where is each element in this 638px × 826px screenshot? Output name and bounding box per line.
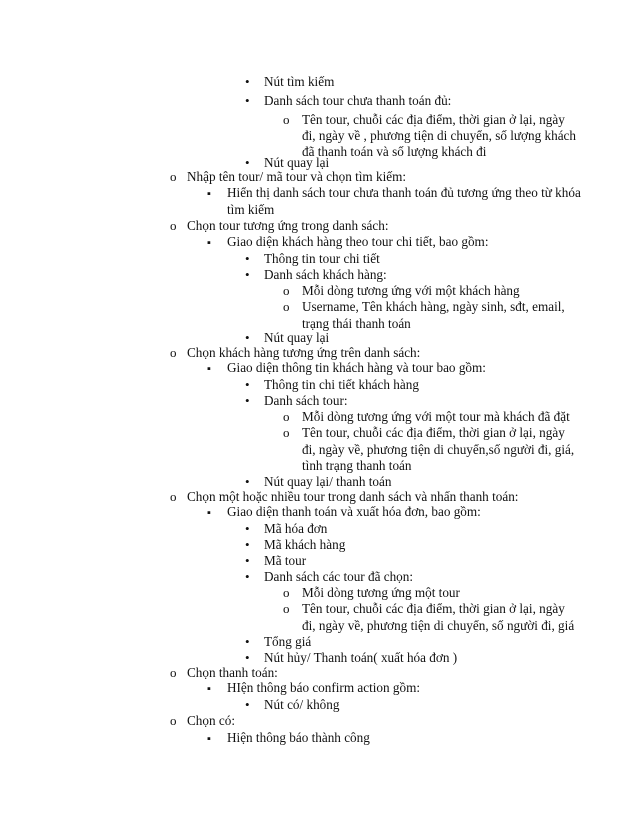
- list-item-text: Chọn có:: [187, 713, 235, 728]
- list-item-text: Mã khách hàng: [264, 537, 346, 552]
- list-item-text: trạng thái thanh toán: [302, 316, 411, 331]
- bullet-circle-icon: [283, 425, 290, 441]
- list-item-text: Nút hủy/ Thanh toán( xuất hóa đơn ): [264, 650, 458, 665]
- bullet-circle-icon: [170, 345, 177, 361]
- list-item-text: Danh sách khách hàng:: [264, 267, 387, 282]
- bullet-dot-icon: [245, 634, 250, 650]
- list-item-text: Tên tour, chuỗi các địa điểm, thời gian ở lại, ngày: [302, 112, 565, 127]
- bullet-dot-icon: [245, 393, 250, 409]
- bullet-dot-icon: [245, 650, 250, 666]
- list-item-text: đi, ngày về , phương tiện di chuyển, số lượng khách: [302, 128, 576, 143]
- list-item-text: Nút tìm kiếm: [264, 74, 335, 89]
- bullet-circle-icon: [283, 585, 290, 601]
- bullet-dot-icon: [245, 697, 250, 713]
- list-item-text: Mỗi dòng tương ứng với một tour mà khách đã đặt: [302, 409, 570, 424]
- bullet-circle-icon: [283, 409, 290, 425]
- list-item-text: Danh sách tour:: [264, 393, 348, 408]
- bullet-square-icon: [207, 504, 211, 521]
- bullet-dot-icon: [245, 330, 250, 346]
- bullet-circle-icon: [170, 713, 177, 729]
- list-item-text: Mỗi dòng tương ứng một tour: [302, 585, 460, 600]
- list-item-text: Giao diện khách hàng theo tour chi tiết, bao gồm:: [227, 234, 489, 249]
- bullet-dot-icon: [245, 74, 250, 90]
- list-item-text: Mỗi dòng tương ứng với một khách hàng: [302, 283, 520, 298]
- bullet-circle-icon: [170, 218, 177, 234]
- list-item-text: Giao diện thông tin khách hàng và tour bao gồm:: [227, 360, 486, 375]
- bullet-circle-icon: [283, 283, 290, 299]
- bullet-dot-icon: [245, 474, 250, 490]
- list-item-text: Giao diện thanh toán và xuất hóa đơn, bao gồm:: [227, 504, 481, 519]
- list-item-text: Danh sách tour chưa thanh toán đủ:: [264, 93, 452, 108]
- list-item-text: Thông tin tour chi tiết: [264, 251, 380, 266]
- bullet-dot-icon: [245, 251, 250, 267]
- list-item-text: Tên tour, chuỗi các địa điểm, thời gian ở lại, ngày: [302, 425, 565, 440]
- bullet-circle-icon: [283, 601, 290, 617]
- bullet-circle-icon: [170, 169, 177, 185]
- bullet-dot-icon: [245, 537, 250, 553]
- bullet-dot-icon: [245, 377, 250, 393]
- bullet-circle-icon: [283, 112, 290, 128]
- list-item-text: Nút quay lại: [264, 155, 330, 170]
- list-item-text: Nút có/ không: [264, 697, 340, 712]
- bullet-dot-icon: [245, 93, 250, 109]
- list-item-text: đã thanh toán và số lượng khách đi: [302, 144, 487, 159]
- list-item-text: Chọn khách hàng tương ứng trên danh sách:: [187, 345, 421, 360]
- bullet-dot-icon: [245, 267, 250, 283]
- list-item-text: Chọn tour tương ứng trong danh sách:: [187, 218, 389, 233]
- list-item-text: Hiển thị danh sách tour chưa thanh toán đủ tương ứng theo từ khóa: [227, 185, 581, 200]
- list-item-text: Chọn một hoặc nhiều tour trong danh sách và nhấn thanh toán:: [187, 489, 519, 504]
- list-item-text: tình trạng thanh toán: [302, 458, 412, 473]
- list-item-text: Thông tin chi tiết khách hàng: [264, 377, 419, 392]
- list-item-text: Chọn thanh toán:: [187, 665, 278, 680]
- list-item-text: đi, ngày về, phương tiện di chuyển,số người đi, giá,: [302, 442, 575, 457]
- list-item-text: Nút quay lại: [264, 330, 330, 345]
- list-item-text: Nhập tên tour/ mã tour và chọn tìm kiếm:: [187, 169, 407, 184]
- list-item-text: Danh sách các tour đã chọn:: [264, 569, 414, 584]
- list-item-text: Tên tour, chuỗi các địa điểm, thời gian ở lại, ngày: [302, 601, 565, 616]
- list-item-text: Hiện thông báo thành công: [227, 730, 370, 745]
- bullet-circle-icon: [283, 299, 290, 315]
- bullet-square-icon: [207, 185, 211, 202]
- list-item-text: Nút quay lại/ thanh toán: [264, 474, 392, 489]
- bullet-circle-icon: [170, 665, 177, 681]
- list-item-text: HIện thông báo confirm action gồm:: [227, 680, 421, 695]
- bullet-square-icon: [207, 680, 211, 697]
- bullet-square-icon: [207, 360, 211, 377]
- bullet-square-icon: [207, 234, 211, 251]
- list-item-text: Tổng giá: [264, 634, 312, 649]
- bullet-square-icon: [207, 730, 211, 747]
- bullet-dot-icon: [245, 553, 250, 569]
- list-item-text: Mã hóa đơn: [264, 521, 328, 536]
- list-item-text: tìm kiếm: [227, 202, 275, 217]
- bullet-circle-icon: [170, 489, 177, 505]
- bullet-dot-icon: [245, 521, 250, 537]
- list-item-text: Mã tour: [264, 553, 307, 568]
- list-item-text: Username, Tên khách hàng, ngày sinh, sđt, email,: [302, 299, 565, 314]
- list-item-text: đi, ngày về, phương tiện di chuyển, số người đi, giá: [302, 618, 575, 633]
- bullet-dot-icon: [245, 569, 250, 585]
